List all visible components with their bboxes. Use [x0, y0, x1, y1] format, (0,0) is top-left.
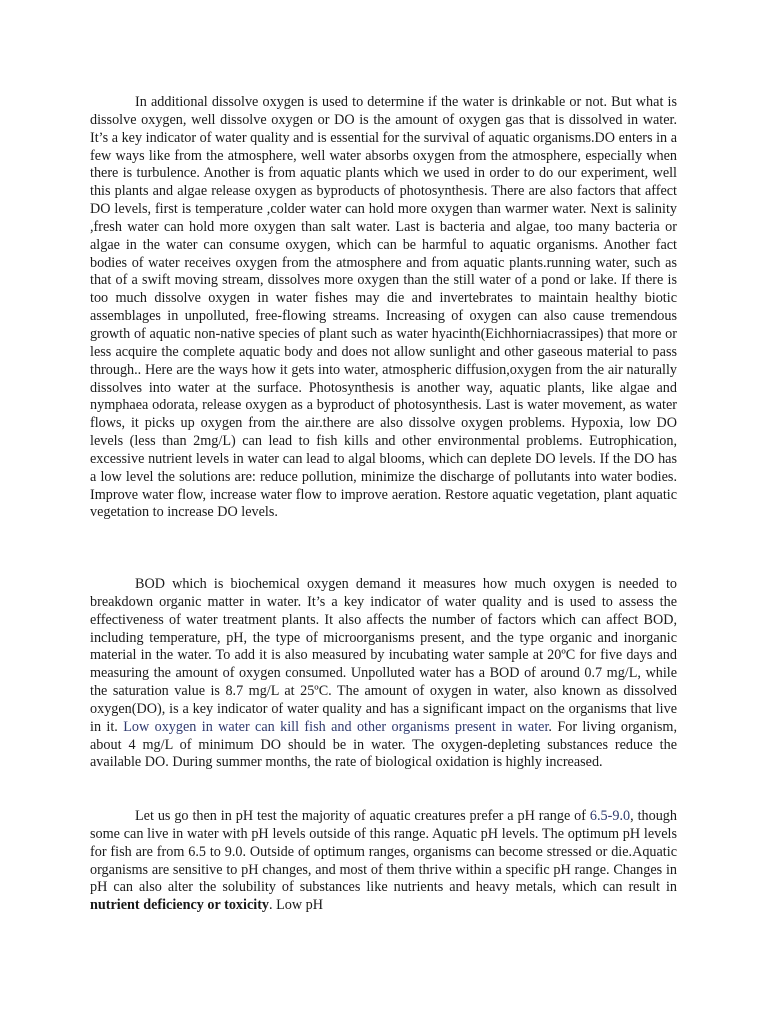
hyperlink-low-oxygen[interactable]: Low oxygen in water can kill fish and other organisms present in water	[123, 718, 549, 735]
paragraph-ph	[90, 808, 677, 915]
paragraph-dissolved-oxygen	[90, 94, 677, 522]
paragraph-text: In additional dissolve oxygen is used to determine if the water is drinkable or not. But what is dissolve oxygen, well dissolve oxygen or DO is the amount of oxygen gas that is dissolved in water. It’s a key indicator of water quality and is essential for the survival of aquatic organisms.DO enters in a few ways like from the atmosphere, well water absorbs oxygen from the atmosphere, especially when there is turbulence. Another is from aquatic plants which we used in order to do our experiment, well this plants and algae release oxygen as byproducts of photosynthesis. There are also factors that affect DO levels, first is temperature ,colder water can hold more oxygen than warmer water. Next is salinity ,fresh water can hold more oxygen than salt water. Last is bacteria and algae, too many bacteria or algae in the water can consume oxygen, which can be harmful to aquatic organisms. Another fact bodies of water receives oxygen from the atmosphere and from aquatic plants.running water, such as that of a swift moving stream, dissolves more oxygen than the still water of a pond or lake. If there is too much dissolve oxygen in water fishes may die and invertebrates to maintain healthy biotic assemblages in unpolluted, free-flowing streams. Increasing of oxygen can also cause tremendous growth of aquatic non-native species of plant such as water hyacinth(Eichhorniacrassipes) that more or less acquire the complete aquatic body and does not allow sunlight and other gaseous material to pass through.. Here are the ways how it gets into water, atmospheric diffusion,oxygen from the air naturally dissolves into water at the surface. Photosynthesis is another way, aquatic plants, like algae and nymphaea odorata, release oxygen as a byproduct of photosynthesis. Last is water movement, as water flows, it picks up oxygen from the air.there are also dissolve oxygen problems. Hypoxia, low DO levels (less than 2mg/L) can lead to fish kills and other environmental problems. Eutrophication, excessive nutrient levels in water can lead to algal blooms, which can deplete DO levels. If the DO has a low level the solutions are: reduce pollution, minimize the discharge of pollutants into water bodies. Improve water flow, increase water flow to improve aeration. Restore aquatic vegetation, plant aquatic vegetation to increase DO levels.	[90, 94, 677, 521]
paragraph-text	[90, 808, 677, 915]
paragraph-text	[90, 576, 677, 772]
hyperlink-ph-range[interactable]: 6.5-9.0	[589, 808, 631, 824]
paragraph-bod	[90, 576, 677, 772]
bold-phrase: nutrient deficiency or toxicity	[90, 897, 270, 914]
paragraph-text-segment: BOD which is biochemical oxygen demand it measures how much oxygen is needed to breakdown organic matter in water. It’s a key indicator of water quality and is used to assess the effectiveness of water treatment plants. It also affects the number of factors which can affect BOD, including temperature, pH, the type of microorganisms present, and the type organic and inorganic material in the water. To add it is also measured by incubating water sample at 20ºC for five days and measuring the amount of oxygen consumed. Unpolluted water has a BOD of around 0.7 mg/L, while the saturation value is 8.7 mg/L at 25ºC. The amount of oxygen in water, also known as dissolved oxygen(DO), is a key indicator of water quality and has a significant impact on the organisms that live in it.	[90, 576, 677, 735]
paragraph-text-segment: . For living organism, about 4 mg/L of minimum DO should be in water. The oxygen-depleting substances reduce the available DO. During summer months, the rate of biological oxidation is highly increased.	[90, 718, 677, 771]
paragraph-text-segment: , though some can live in water with pH levels outside of this range. Aquatic pH levels. The optimum pH levels for fish are from 6.5 to 9.0. Outside of optimum ranges, organisms can become stressed or die.Aquatic organisms are sensitive to pH changes, and most of them thrive within a specific pH range. Changes in pH can also alter the solubility of substances like nutrients and heavy metals, which can result in	[90, 808, 677, 896]
paragraph-text-segment: . Low pH	[269, 897, 324, 914]
paragraph-text-segment: Let us go then in pH test the majority of aquatic creatures prefer a pH range of	[135, 808, 590, 824]
